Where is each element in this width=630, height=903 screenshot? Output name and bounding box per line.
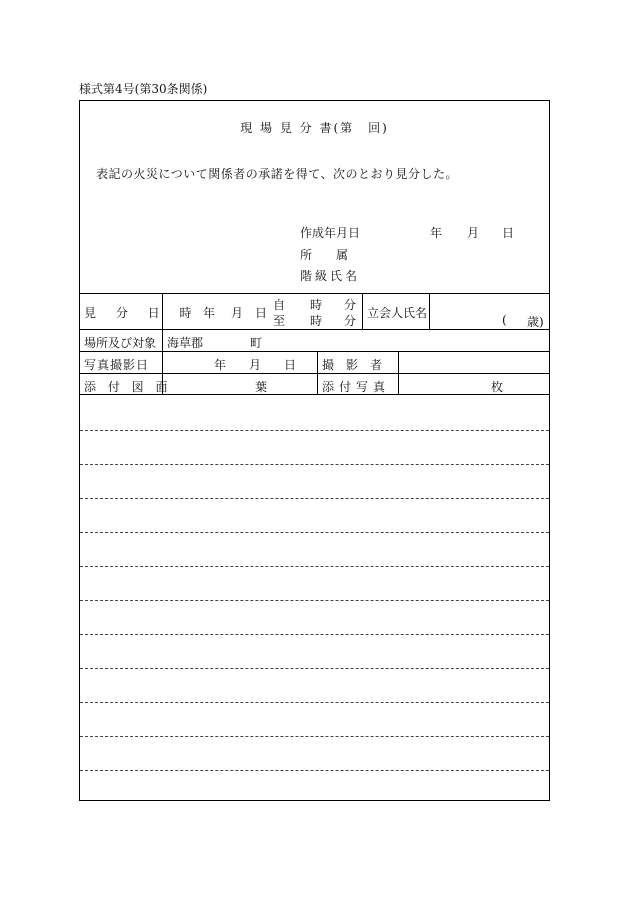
ruled-line: [80, 736, 549, 737]
form-title: 現 場 見 分 書(第 回): [240, 121, 389, 135]
witness-label-cell: [362, 294, 429, 329]
photo-date-row: [80, 351, 549, 373]
ruled-line: [80, 600, 549, 601]
photo-year-unit: 年: [214, 358, 227, 372]
form-number: 様式第4号(第30条関係): [79, 82, 208, 96]
to-hour-unit: 時: [310, 314, 323, 328]
attached-photos-label: 添付写真: [322, 380, 391, 394]
attached-drawings-label: 添 付 図 面: [84, 380, 172, 394]
inspection-datetime-field[interactable]: [162, 294, 367, 329]
photo-date-field[interactable]: [162, 352, 317, 373]
photo-day-unit: 日: [284, 358, 297, 372]
created-year-unit: 年: [430, 226, 443, 240]
inspection-report-form: [79, 100, 550, 801]
ruled-line: [80, 702, 549, 703]
ruled-line: [80, 498, 549, 499]
ruled-line: [80, 532, 549, 533]
age-open-paren: (: [502, 313, 507, 327]
photographer-label: 撮 影 者: [322, 358, 383, 372]
created-day-unit: 日: [502, 226, 515, 240]
ruled-line: [80, 634, 549, 635]
town-unit: 町: [250, 336, 263, 350]
from-label: 自: [273, 298, 286, 312]
attached-photos-field[interactable]: [398, 374, 549, 394]
drawings-unit: 葉: [255, 380, 268, 394]
witness-label: 立会人氏名: [367, 306, 428, 320]
inspection-datetime-label-cell: [80, 294, 200, 329]
inspection-day-unit: 日: [255, 306, 268, 320]
to-label: 至: [273, 314, 286, 328]
from-minute-unit: 分: [344, 298, 357, 312]
ruled-line: [80, 668, 549, 669]
inspection-month-unit: 月: [231, 306, 244, 320]
created-month-unit: 月: [467, 226, 480, 240]
photo-month-unit: 月: [249, 358, 262, 372]
inspection-datetime-row: [80, 293, 549, 329]
attached-drawings-field[interactable]: [162, 374, 317, 394]
ruled-line: [80, 770, 549, 771]
photo-date-label-cell: [80, 352, 162, 373]
statement-text: 表記の火災について関係者の承諾を得て、次のとおり見分した。: [96, 167, 459, 181]
place-row: [80, 329, 549, 351]
witness-name-field[interactable]: [429, 294, 549, 329]
attachments-row: [80, 373, 549, 395]
place-label-cell: [80, 330, 162, 351]
ruled-line: [80, 430, 549, 431]
ruled-line: [80, 566, 549, 567]
attached-drawings-label-cell: [80, 374, 172, 394]
photos-unit: 枚: [491, 380, 504, 394]
to-minute-unit: 分: [344, 314, 357, 328]
photographer-field[interactable]: [398, 352, 549, 373]
inspection-datetime-label: 見 分 日 時: [84, 306, 200, 320]
photographer-label-cell: [317, 352, 398, 373]
created-date-label: 作成年月日: [300, 226, 361, 240]
attached-photos-label-cell: [317, 374, 398, 394]
photo-date-label: 写真撮影日: [84, 358, 150, 372]
rank-name-label: 階級氏名: [300, 269, 361, 283]
county-text: 海草郡: [167, 336, 204, 350]
inspection-year-unit: 年: [203, 306, 216, 320]
affiliation-label: 所 属: [300, 248, 349, 262]
ruled-line: [80, 464, 549, 465]
from-hour-unit: 時: [310, 298, 323, 312]
place-field[interactable]: [162, 330, 549, 351]
age-unit: 歳): [527, 315, 544, 329]
place-label: 場所及び対象: [84, 336, 157, 350]
